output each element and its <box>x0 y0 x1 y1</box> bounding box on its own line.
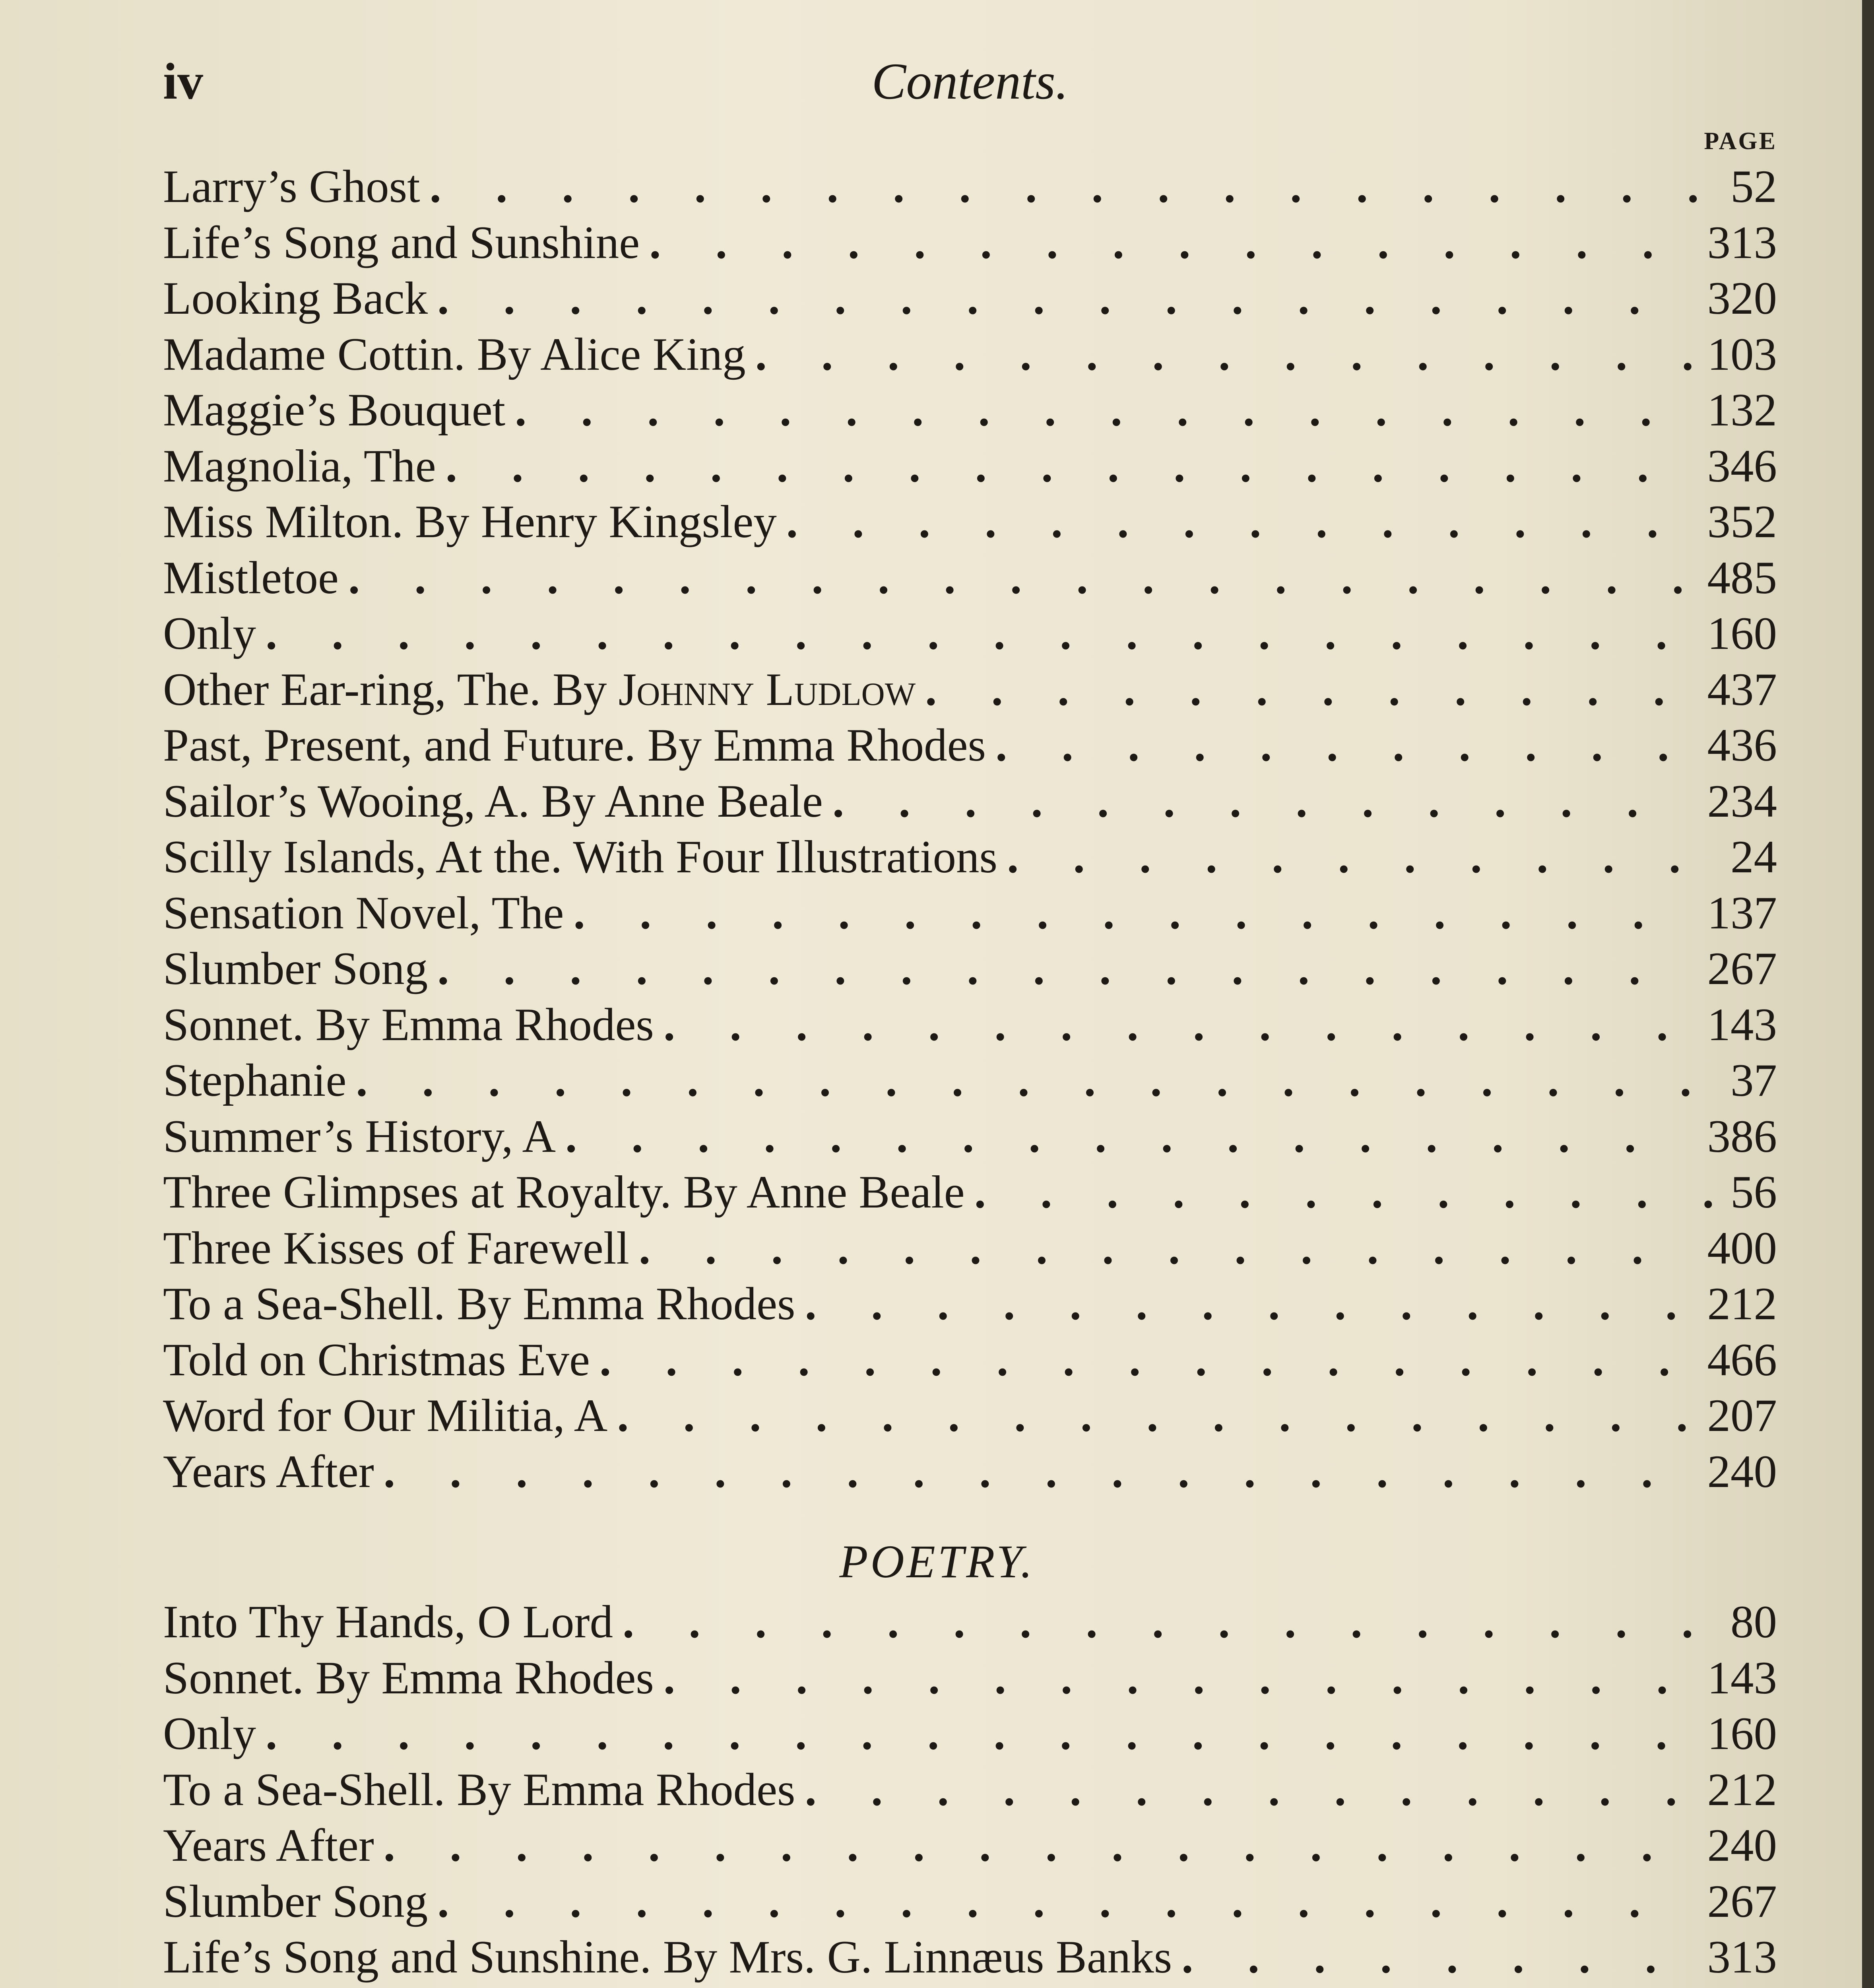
entry-title: Sonnet. By Emma Rhodes <box>163 999 654 1050</box>
dot-leader <box>986 718 1691 774</box>
dot-leader <box>564 885 1691 942</box>
entry-title: Past, Present, and Future. By Emma Rhodes <box>163 720 986 771</box>
entry-title: Only <box>163 608 256 659</box>
dot-leader <box>746 327 1692 383</box>
entry-page-number: 56 <box>1730 1167 1777 1218</box>
contents-entry <box>163 829 1777 885</box>
contents-entry <box>163 662 1777 718</box>
entry-title: Miss Milton. By Henry Kingsley <box>163 496 777 547</box>
contents-entry <box>163 941 1777 997</box>
dot-leader <box>654 1650 1692 1706</box>
entry-title: Scilly Islands, At the. With Four Illustrations <box>163 831 998 883</box>
entry-page-number: 436 <box>1707 720 1777 771</box>
entry-title: Years After <box>163 1820 374 1871</box>
entry-page-number: 352 <box>1707 496 1777 547</box>
dot-leader <box>374 1818 1692 1874</box>
entry-title: Summer’s History, A <box>163 1110 556 1162</box>
contents-entry <box>163 1444 1777 1500</box>
poetry-entry <box>163 1706 1777 1762</box>
poetry-entry <box>163 1874 1777 1930</box>
entry-title: To a Sea-Shell. By Emma Rhodes <box>163 1764 795 1815</box>
entry-page-number: 143 <box>1707 1652 1777 1704</box>
page-folio: iv <box>163 53 204 110</box>
entry-title: Magnolia, The <box>163 440 436 492</box>
entry-title: Sonnet. By Emma Rhodes <box>163 1652 654 1704</box>
contents-entry <box>163 885 1777 942</box>
dot-leader <box>1172 1930 1691 1986</box>
contents-entry <box>163 606 1777 662</box>
entry-page-number: 160 <box>1707 608 1777 659</box>
contents-entry <box>163 215 1777 271</box>
entry-page-number: 346 <box>1707 440 1777 492</box>
contents-entry <box>163 997 1777 1053</box>
entry-page-number: 80 <box>1730 1596 1777 1648</box>
contents-entry <box>163 1276 1777 1332</box>
dot-leader <box>420 159 1715 215</box>
entry-title: Word for Our Militia, A <box>163 1390 608 1441</box>
entry-title: Stephanie <box>163 1055 347 1106</box>
entry-title: Madame Cottin. By Alice King <box>163 328 746 380</box>
entry-page-number: 267 <box>1707 1875 1777 1927</box>
entry-title: Life’s Song and Sunshine. By Mrs. G. Linnæus Banks <box>163 1932 1172 1983</box>
entry-page-number: 400 <box>1707 1222 1777 1274</box>
contents-entry <box>163 439 1777 495</box>
dot-leader <box>428 1874 1691 1930</box>
contents-entry <box>163 1332 1777 1388</box>
entry-page-number: 212 <box>1707 1278 1777 1330</box>
contents-entry <box>163 327 1777 383</box>
dot-leader <box>965 1165 1715 1221</box>
entry-title: Larry’s Ghost <box>163 161 420 212</box>
entry-page-number <box>1692 1986 1777 1988</box>
entry-title <box>163 1986 428 1988</box>
contents-entry <box>163 1388 1777 1444</box>
entry-title: Maggie’s Bouquet <box>163 384 506 436</box>
entry-page-number: 240 <box>1707 1820 1777 1871</box>
dot-leader <box>590 1332 1692 1388</box>
contents-entry <box>163 1165 1777 1221</box>
dot-leader <box>428 1986 1691 1988</box>
entry-page-number: 24 <box>1730 831 1777 883</box>
entry-title: Sailor’s Wooing, A. By Anne Beale <box>163 775 823 827</box>
page-column-label: PAGE <box>1704 128 1777 155</box>
running-title: Contents. <box>871 53 1069 110</box>
contents-entry <box>163 718 1777 774</box>
contents-entry <box>163 382 1777 439</box>
dot-leader <box>505 382 1691 439</box>
dot-leader <box>795 1762 1692 1818</box>
entry-page-number: 103 <box>1707 328 1777 380</box>
contents-entry <box>163 159 1777 215</box>
entry-page-number: 313 <box>1707 217 1777 268</box>
dot-leader <box>640 215 1691 271</box>
dot-leader <box>795 1276 1692 1332</box>
entry-page-number: 160 <box>1707 1708 1777 1759</box>
dot-leader <box>256 606 1692 662</box>
entry-page-number: 234 <box>1707 775 1777 827</box>
entry-title: Years After <box>163 1446 374 1497</box>
dot-leader <box>997 829 1715 885</box>
entry-title: Other Ear-ring, The. By Johnny Ludlow <box>163 664 916 715</box>
dot-leader <box>556 1109 1691 1165</box>
poetry-entry <box>163 1650 1777 1706</box>
contents-entry <box>163 550 1777 606</box>
contents-list <box>163 159 1777 1500</box>
dot-leader <box>428 271 1691 327</box>
poetry-list <box>163 1594 1777 1988</box>
contents-entry <box>163 1221 1777 1277</box>
entry-title: To a Sea-Shell. By Emma Rhodes <box>163 1278 795 1330</box>
poetry-entry <box>163 1986 1777 1988</box>
page-edge <box>1862 0 1874 1988</box>
contents-entry <box>163 271 1777 327</box>
dot-leader <box>777 494 1692 550</box>
entry-title: Slumber Song <box>163 1875 428 1927</box>
dot-leader <box>374 1444 1692 1500</box>
dot-leader <box>916 662 1691 718</box>
entry-title: Only <box>163 1708 256 1759</box>
contents-entry <box>163 774 1777 830</box>
contents-entry <box>163 1053 1777 1109</box>
poetry-entry <box>163 1930 1777 1986</box>
entry-title: Slumber Song <box>163 943 428 994</box>
entry-page-number: 137 <box>1707 887 1777 939</box>
dot-leader <box>654 997 1692 1053</box>
dot-leader <box>428 941 1691 997</box>
entry-title: Sensation Novel, The <box>163 887 564 939</box>
entry-page-number: 313 <box>1707 1932 1777 1983</box>
entry-page-number: 52 <box>1730 161 1777 212</box>
poetry-entry <box>163 1594 1777 1650</box>
dot-leader <box>613 1594 1715 1650</box>
dot-leader <box>256 1706 1692 1762</box>
poetry-entry <box>163 1818 1777 1874</box>
dot-leader <box>629 1221 1692 1277</box>
entry-page-number: 37 <box>1730 1055 1777 1106</box>
entry-page-number: 437 <box>1707 664 1777 715</box>
entry-page-number: 143 <box>1707 999 1777 1050</box>
entry-page-number: 320 <box>1707 273 1777 324</box>
dot-leader <box>436 439 1692 495</box>
entry-page-number: 267 <box>1707 943 1777 994</box>
entry-title: Into Thy Hands, O Lord <box>163 1596 613 1648</box>
entry-title: Told on Christmas Eve <box>163 1334 590 1386</box>
entry-title: Life’s Song and Sunshine <box>163 217 640 268</box>
contents-entry <box>163 1109 1777 1165</box>
poetry-entry <box>163 1762 1777 1818</box>
entry-title: Three Kisses of Farewell <box>163 1222 629 1274</box>
dot-leader <box>339 550 1692 606</box>
entry-page-number: 240 <box>1707 1446 1777 1497</box>
dot-leader <box>823 774 1692 830</box>
entry-page-number: 485 <box>1707 552 1777 604</box>
entry-title: Mistletoe <box>163 552 339 604</box>
entry-title: Looking Back <box>163 273 428 324</box>
entry-page-number: 132 <box>1707 384 1777 436</box>
entry-page-number: 212 <box>1707 1764 1777 1815</box>
dot-leader <box>346 1053 1715 1109</box>
entry-title: Three Glimpses at Royalty. By Anne Beale <box>163 1167 965 1218</box>
entry-page-number: 207 <box>1707 1390 1777 1441</box>
entry-page-number: 386 <box>1707 1110 1777 1162</box>
page-header <box>163 48 1777 155</box>
entry-page-number: 466 <box>1707 1334 1777 1386</box>
dot-leader <box>607 1388 1691 1444</box>
contents-entry <box>163 494 1777 550</box>
poetry-heading: POETRY. <box>839 1536 1035 1588</box>
author-small-caps: Johnny Ludlow <box>618 664 916 715</box>
